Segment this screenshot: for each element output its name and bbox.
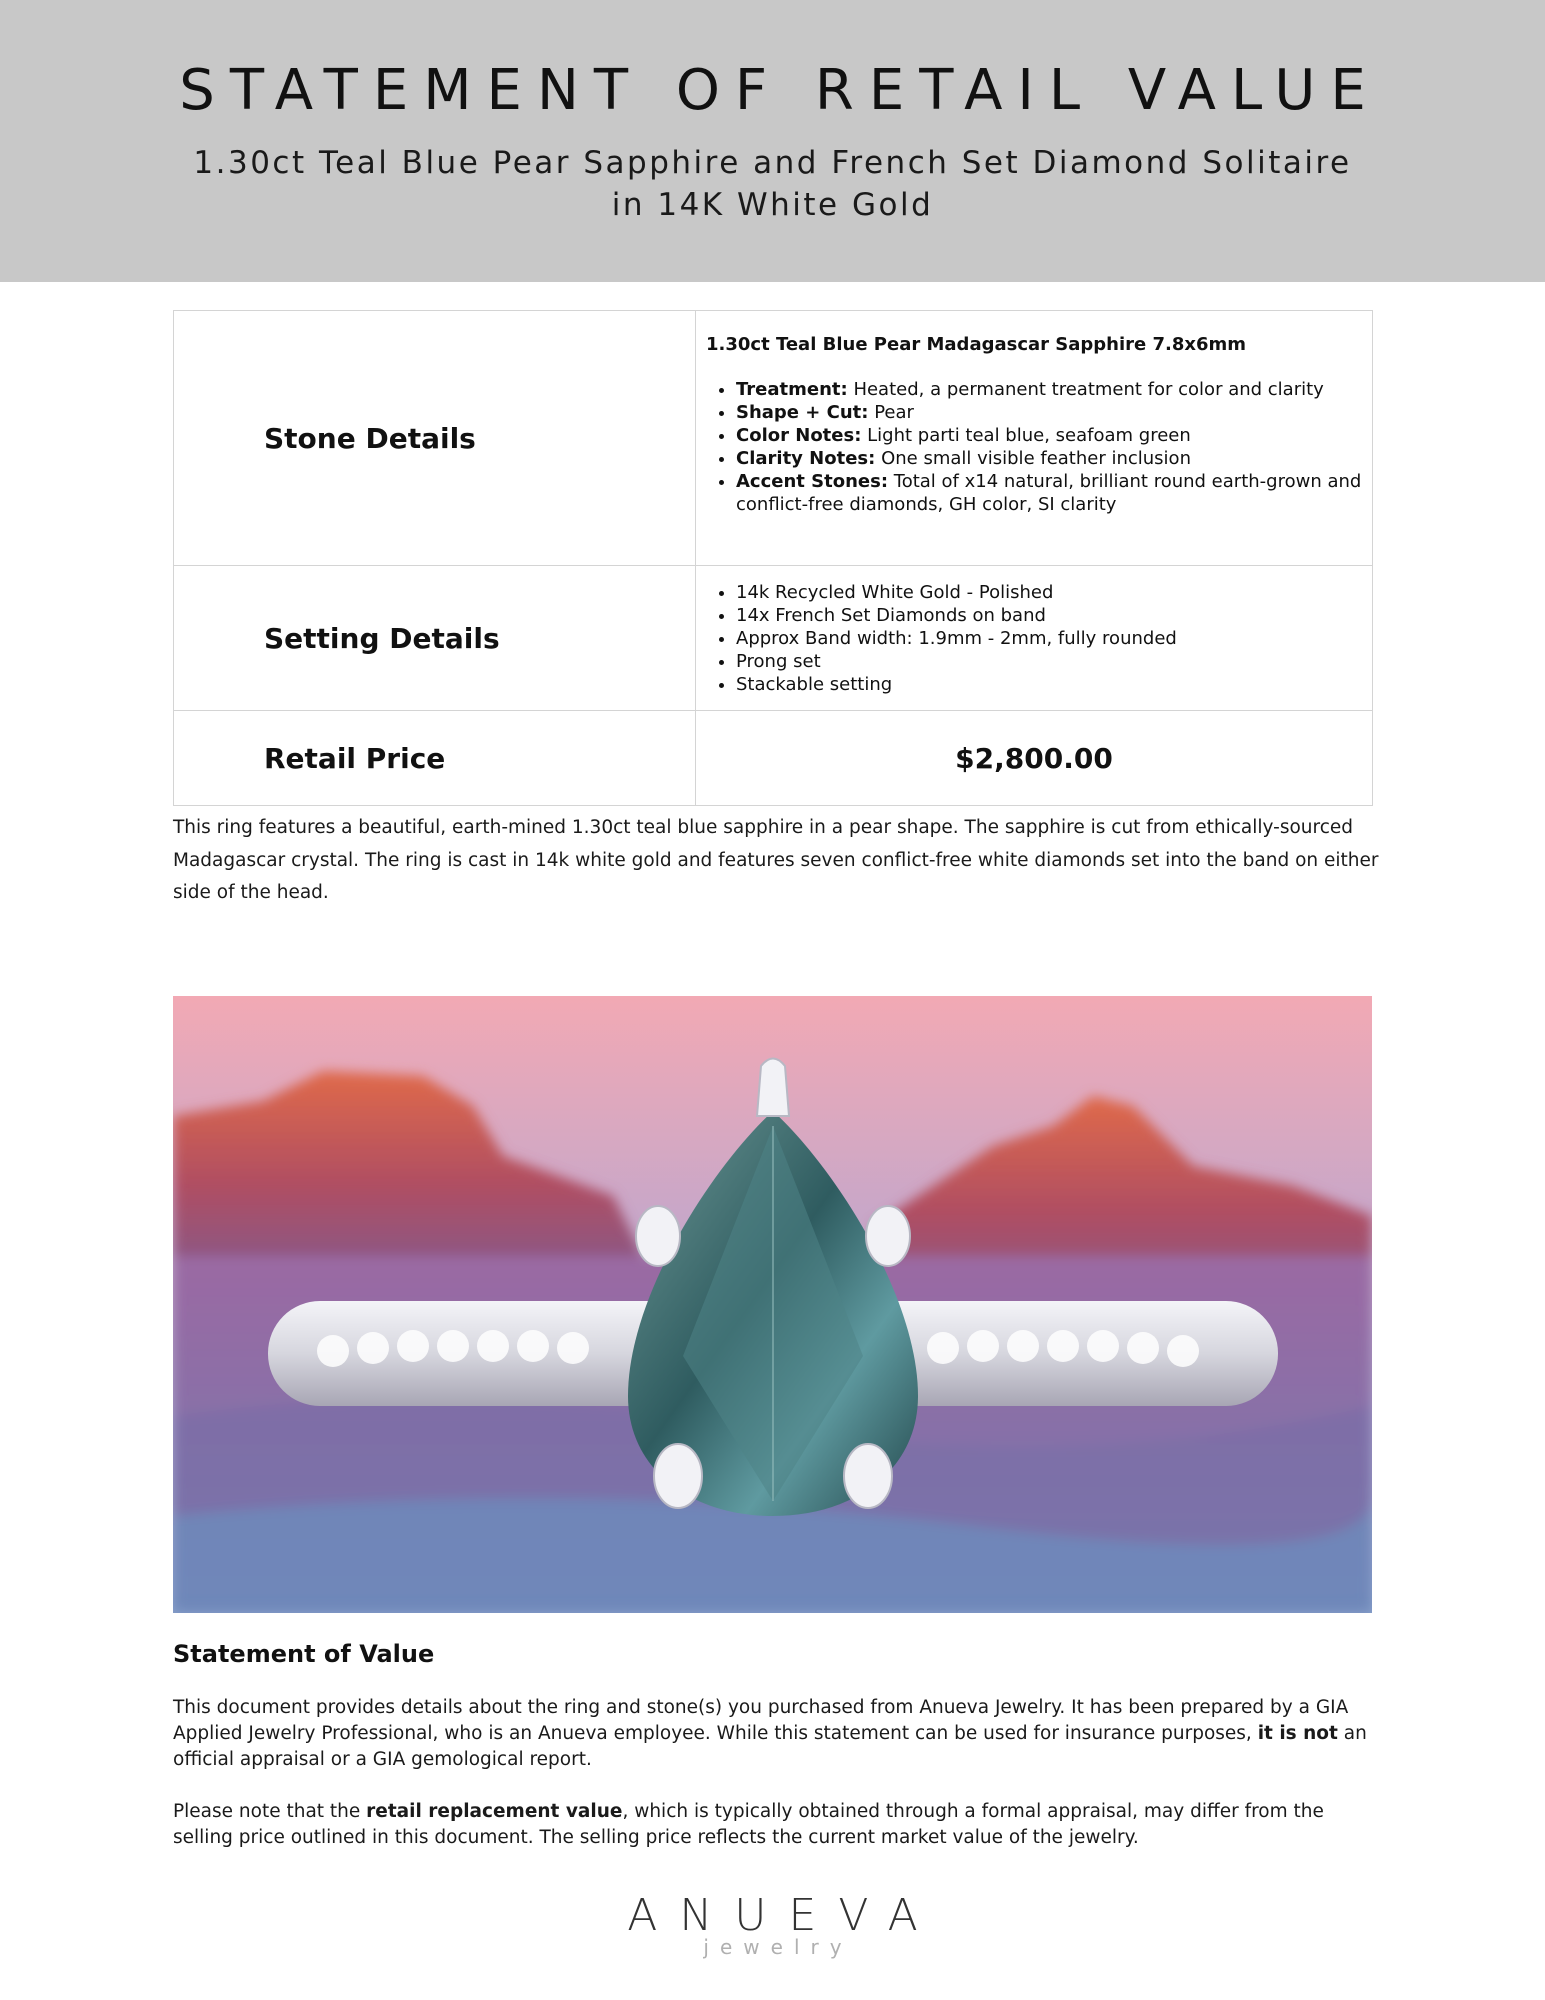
- ring-description: This ring features a beautiful, earth-mined 1.30ct teal blue sapphire in a pear shape. The sapphire is cut from ethically-sourced Madagascar crystal. The ring is cast in 14k white gold and features seven conflict-free white diamonds set into the band on either side of the head.: [173, 817, 1379, 903]
- retail-price-value: $2,800.00: [696, 711, 1373, 806]
- list-item: • Clarity Notes: One small visible feather inclusion: [736, 447, 1362, 470]
- ring-illustration: [173, 996, 1372, 1613]
- retail-price-label: Retail Price: [174, 711, 696, 806]
- list-item: • Color Notes: Light parti teal blue, seafoam green: [736, 424, 1362, 447]
- setting-details-value: [696, 566, 1373, 711]
- stone-heading: 1.30ct Teal Blue Pear Madagascar Sapphire 7.8x6mm: [706, 334, 1247, 355]
- setting-details-row: [174, 566, 1373, 711]
- statement-paragraph-1: This document provides details about the ring and stone(s) you purchased from Anueva Jewelry. It has been prepared by a GIA Applied Jewelry Professional, who is an Anueva employee. While this statement can be used for insurance purposes, it is not an official appraisal or a GIA gemological report.: [173, 1697, 1367, 1770]
- list-item: • Approx Band width: 1.9mm - 2mm, fully rounded: [736, 627, 1362, 650]
- setting-attributes-list: [706, 581, 1362, 696]
- list-item: • 14x French Set Diamonds on band: [736, 604, 1362, 627]
- header-banner: [0, 0, 1545, 282]
- logo-wordmark: ANUEVA: [627, 1890, 940, 1941]
- stone-attributes-list: [706, 378, 1362, 516]
- statement-heading: Statement of Value: [173, 1640, 435, 1668]
- list-item: • 14k Recycled White Gold - Polished: [736, 581, 1362, 604]
- list-item: • Shape + Cut: Pear: [736, 401, 1362, 424]
- setting-details-label: Setting Details: [174, 566, 696, 711]
- statement-paragraph-2: Please note that the retail replacement value, which is typically obtained through a formal appraisal, may differ from the selling price outlined in this document. The selling price reflects the current market value of the jewelry.: [173, 1801, 1324, 1848]
- ring-photo: [173, 996, 1372, 1613]
- product-subtitle: 1.30ct Teal Blue Pear Sapphire and French Set Diamond Solitaire in 14K White Gold: [193, 145, 1352, 223]
- stone-details-row: [174, 311, 1373, 566]
- anueva-logo: [0, 1890, 1545, 1959]
- list-item: • Prong set: [736, 650, 1362, 673]
- stone-details-value: [696, 311, 1373, 566]
- logo-subtitle: jewelry: [703, 1935, 853, 1959]
- list-item: • Treatment: Heated, a permanent treatment for color and clarity: [736, 378, 1362, 401]
- list-item: • Stackable setting: [736, 673, 1362, 696]
- stone-details-label: Stone Details: [174, 311, 696, 566]
- page-title: STATEMENT OF RETAIL VALUE: [179, 58, 1381, 123]
- details-table: [173, 310, 1373, 806]
- list-item: • Accent Stones: Total of x14 natural, brilliant round earth-grown and conflict-free diamonds, GH color, SI clarity: [736, 470, 1362, 516]
- retail-price-row: [174, 711, 1373, 806]
